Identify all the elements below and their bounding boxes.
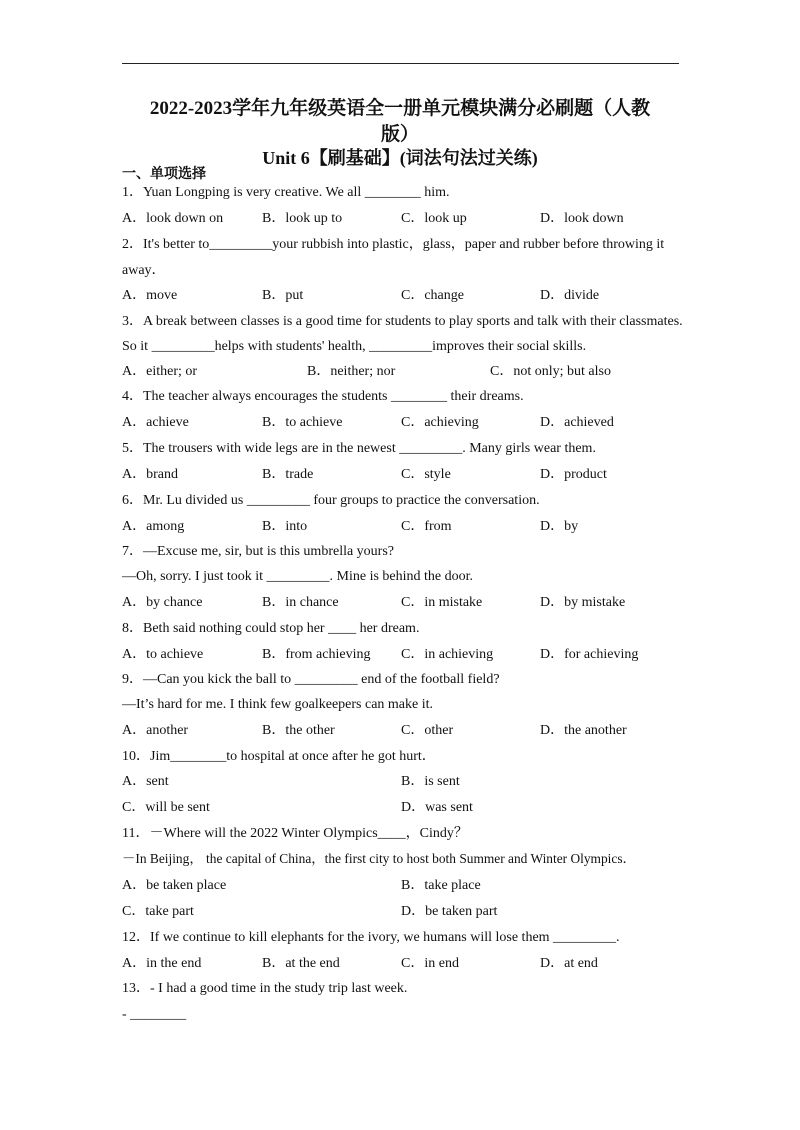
question-12-option-c: C．in end — [401, 956, 459, 971]
question-11-option-b: B．take place — [401, 878, 481, 893]
question-8-option-a: A．to achieve — [122, 647, 204, 662]
question-9-option-d: D．the another — [540, 723, 627, 738]
question-9-option-a: A．another — [122, 723, 189, 738]
question-5-option-b: B．trade — [262, 467, 314, 482]
page-title-continued: 版） — [380, 124, 419, 145]
question-12-option-b: B．at the end — [262, 956, 340, 971]
question-12-stem: 12．If we continue to kill elephants for the ivory, we humans will lose them _________. — [122, 930, 620, 945]
question-2-option-b: B．put — [262, 288, 304, 303]
question-8-option-d: D．for achieving — [540, 647, 639, 662]
question-4-stem: 4．The teacher always encourages the students ________ their dreams. — [122, 389, 524, 404]
question-11-stem-cont: －In Beijing， the capital of China，the first city to host both Summer and Winter Olympics． — [122, 851, 636, 866]
question-5-stem: 5．The trousers with wide legs are in the newest _________. Many girls wear them. — [122, 441, 596, 456]
question-9-stem: 9．—Can you kick the ball to _________ end of the football field? — [122, 672, 500, 687]
question-7-option-d: D．by mistake — [540, 595, 626, 610]
question-3-stem-cont: So it _________helps with students' health, _________improves their social skills. — [122, 339, 587, 354]
question-10-option-b: B．is sent — [401, 774, 460, 789]
question-5-option-d: D．product — [540, 467, 607, 482]
question-11-stem: 11．－Where will the 2022 Winter Olympics____，Cindy？ — [122, 826, 468, 841]
question-4-option-c: C．achieving — [401, 415, 479, 430]
question-1-option-c: C．look up — [401, 211, 467, 226]
question-1-option-a: A．look down on — [122, 211, 224, 226]
question-2-option-d: D．divide — [540, 288, 600, 303]
question-9-option-c: C．other — [401, 723, 454, 738]
question-12-option-d: D．at end — [540, 956, 598, 971]
question-8-option-b: B．from achieving — [262, 647, 371, 662]
question-2-option-c: C．change — [401, 288, 464, 303]
question-10-option-a: A．sent — [122, 774, 169, 789]
question-3-option-b: B．neither; nor — [307, 364, 396, 379]
question-8-stem: 8．Beth said nothing could stop her ____ her dream. — [122, 621, 420, 636]
question-10-option-d: D．was sent — [401, 800, 473, 815]
question-11-option-d: D．be taken part — [401, 904, 498, 919]
question-11-option-c: C．take part — [122, 904, 194, 919]
header-rule — [122, 63, 679, 64]
section-heading: 一、单项选择 — [122, 167, 206, 182]
question-6-option-c: C．from — [401, 519, 452, 534]
page-subtitle: Unit 6【刷基础】(词法句法过关练) — [262, 148, 538, 168]
question-4-option-b: B．to achieve — [262, 415, 343, 430]
question-1-stem: 1．Yuan Longping is very creative. We all ________ him. — [122, 185, 450, 200]
question-4-option-d: D．achieved — [540, 415, 614, 430]
question-3-stem: 3．A break between classes is a good time for students to play sports and talk with their classmates. — [122, 314, 683, 329]
question-7-stem-cont: —Oh, sorry. I just took it _________. Mine is behind the door. — [122, 569, 474, 584]
question-3-option-a: A．either; or — [122, 364, 198, 379]
question-1-option-d: D．look down — [540, 211, 624, 226]
question-5-option-a: A．brand — [122, 467, 178, 482]
question-2-stem-cont: away． — [122, 263, 166, 278]
question-6-option-b: B．into — [262, 519, 308, 534]
question-12-option-a: A．in the end — [122, 956, 202, 971]
question-7-option-c: C．in mistake — [401, 595, 483, 610]
question-11-option-a: A．be taken place — [122, 878, 227, 893]
question-6-option-d: D．by — [540, 519, 579, 534]
question-9-option-b: B．the other — [262, 723, 335, 738]
question-8-option-c: C．in achieving — [401, 647, 494, 662]
question-6-stem: 6．Mr. Lu divided us _________ four groups to practice the conversation. — [122, 493, 540, 508]
question-10-stem: 10．Jim________to hospital at once after he got hurt． — [122, 749, 436, 764]
question-2-option-a: A．move — [122, 288, 178, 303]
question-3-option-c: C．not only; but also — [490, 364, 611, 379]
page-title: 2022-2023学年九年级英语全一册单元模块满分必刷题（人教 — [149, 98, 651, 119]
question-2-stem: 2．It's better to_________your rubbish into plastic，glass，paper and rubber before throwing it — [122, 237, 665, 252]
question-13-stem-cont: - ________ — [122, 1007, 187, 1022]
question-1-option-b: B．look up to — [262, 211, 343, 226]
question-13-stem: 13．- I had a good time in the study trip last week. — [122, 981, 408, 996]
question-10-option-c: C．will be sent — [122, 800, 210, 815]
question-7-option-b: B．in chance — [262, 595, 339, 610]
question-4-option-a: A．achieve — [122, 415, 189, 430]
question-5-option-c: C．style — [401, 467, 451, 482]
question-6-option-a: A．among — [122, 519, 185, 534]
question-7-stem: 7．—Excuse me, sir, but is this umbrella yours? — [122, 544, 395, 559]
question-9-stem-cont: —It’s hard for me. I think few goalkeepers can make it. — [122, 697, 434, 712]
question-7-option-a: A．by chance — [122, 595, 203, 610]
